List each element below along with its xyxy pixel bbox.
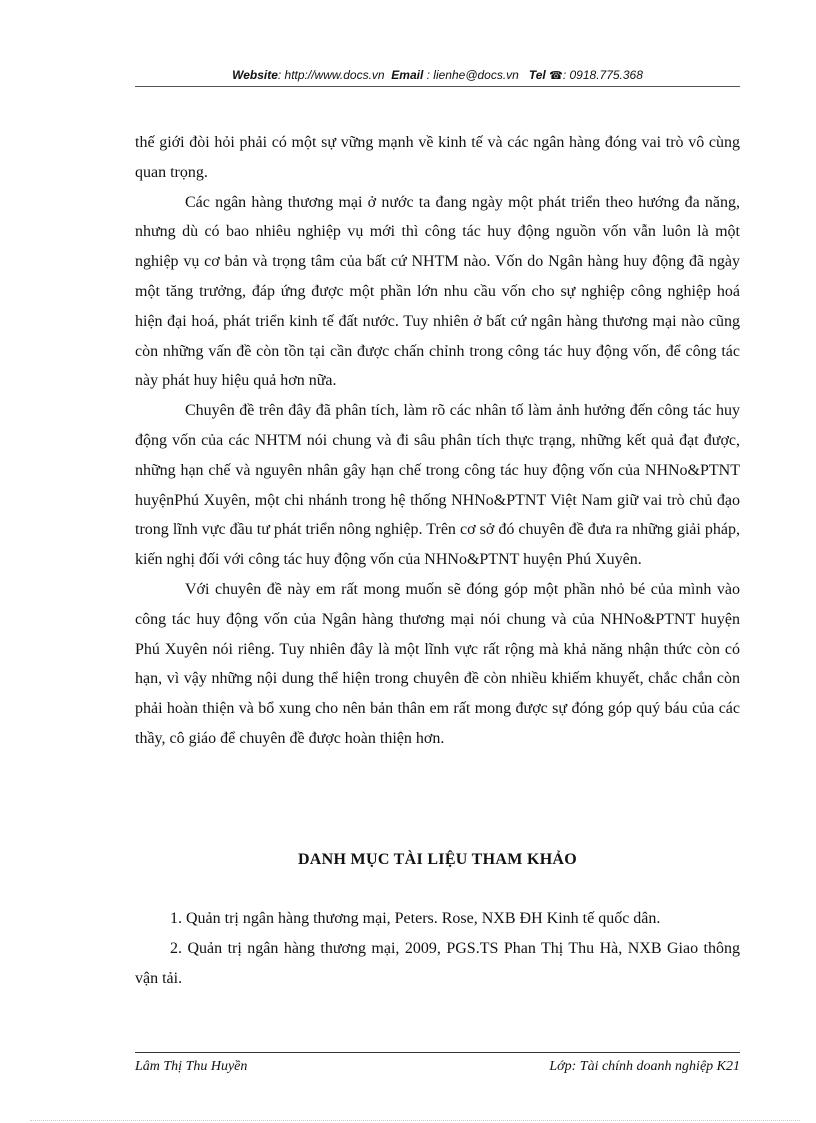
footer-class: Lớp: Tài chính doanh nghiệp K21 [549, 1059, 740, 1074]
phone-icon: ☎ [549, 70, 563, 82]
reference-item: 1. Quản trị ngân hàng thương mại, Peters. Rose, NXB ĐH Kinh tế quốc dân. [170, 910, 661, 927]
paragraph-1: thế giới đòi hỏi phải có một sự vững mạnh về kinh tế và các ngân hàng đóng vai trò vô cùng quan trọng. [135, 134, 740, 181]
reference-item: 2. Quản trị ngân hàng thương mại, 2009, PGS.TS Phan Thị Thu Hà, NXB Giao thông vận tải. [135, 939, 740, 987]
paragraph-4: Với chuyên đề này em rất mong muốn sẽ đóng góp một phần nhỏ bé của mình vào công tác huy động vốn của Ngân hàng thương mại nói chung và của NHNo&PTNT huyện Phú Xuyên nói riêng. Tuy nhiên đây là một lĩnh vực rất rộng mà khả năng nhận thức còn có hạn, vì vậy những nội dung thể hiện trong chuyên đề còn nhiều khiếm khuyết, chắc chắn còn phải hoàn thiện và bổ xung cho nên bản thân em rất mong được sự đóng góp quý báu của các thầy, cô giáo để chuyên đề được hoàn thiện hơn. [135, 580, 740, 747]
tel-value: : 0918.775.368 [562, 68, 643, 82]
references-heading: DANH MỤC TÀI LIỆU THAM KHẢO [297, 851, 578, 868]
website-value: : http://www.docs.vn [277, 68, 385, 82]
footer-author: Lâm Thị Thu Huyền [135, 1059, 248, 1074]
paragraph-2: Các ngân hàng thương mại ở nước ta đang ngày một phát triển theo hướng đa năng, nhưng dù có bao nhiêu nghiệp vụ mới thì công tác huy động nguồn vốn vẫn luôn là một nghiệp vụ cơ bản và trọng tâm của bất cứ NHTM nào. Vốn do Ngân hàng huy động đã ngày một tăng trưởng, đáp ứng được một phần lớn nhu cầu vốn cho sự nghiệp công nghiệp hoá hiện đại hoá, phát triển kinh tế đất nước. Tuy nhiên ở bất cứ ngân hàng thương mại nào cũng còn những vấn đề còn tồn tại cần được chấn chỉnh trong công tác huy động vốn, để công tác này phát huy hiệu quả hơn nữa. [135, 193, 740, 390]
paragraph-3: Chuyên đề trên đây đã phân tích, làm rõ các nhân tố làm ảnh hưởng đến công tác huy động vốn của các NHTM nói chung và đi sâu phân tích thực trạng, những kết quả đạt được, những hạn chế và nguyên nhân gây hạn chế trong công tác huy động vốn của NHNo&PTNT huyệnPhú Xuyên, một chi nhánh trong hệ thống NHNo&PTNT Việt Nam giữ vai trò chủ đạo trong lĩnh vực đầu tư phát triển nông nghiệp. Trên cơ sở đó chuyên đề đưa ra những giải pháp, kiến nghị đối với công tác huy động vốn của NHNo&PTNT huyện Phú Xuyên. [135, 402, 740, 569]
page-footer [135, 1052, 740, 1073]
tel-label: Tel [528, 68, 546, 82]
website-label: Website [232, 68, 278, 82]
email-value: : lienhe@docs.vn [426, 68, 519, 82]
body-text [135, 128, 740, 754]
page-bottom-divider [30, 1120, 800, 1121]
email-label: Email [391, 68, 424, 82]
page-header [135, 66, 740, 87]
references-list [135, 904, 740, 993]
